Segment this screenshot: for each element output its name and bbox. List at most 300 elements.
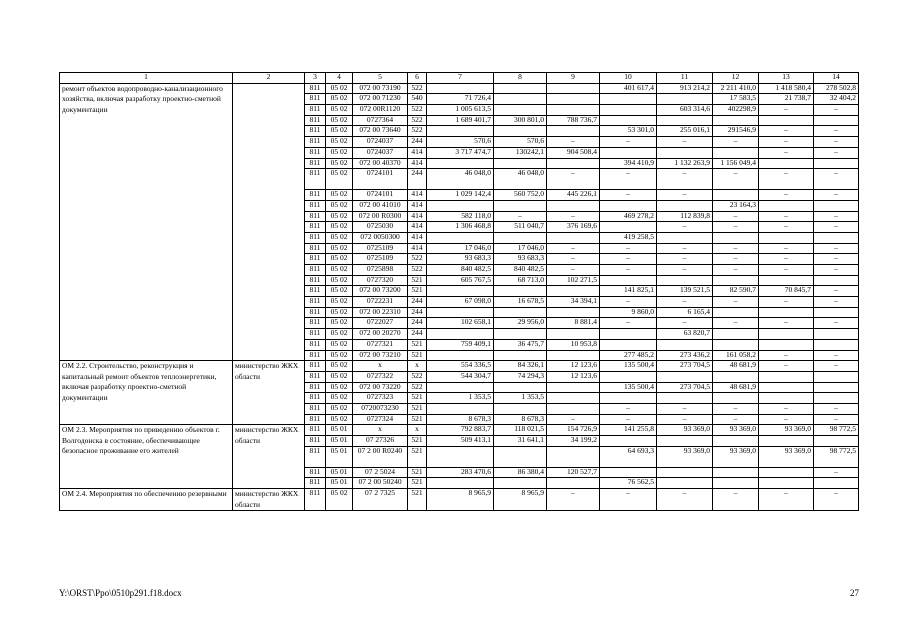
table-cell bbox=[759, 158, 814, 169]
table-cell: – bbox=[657, 489, 713, 511]
table-cell: 419 258,5 bbox=[600, 232, 657, 243]
table-cell: 811 bbox=[305, 105, 326, 116]
table-cell: 560 752,0 bbox=[494, 190, 547, 201]
table-cell bbox=[427, 478, 494, 489]
table-cell: 414 bbox=[408, 222, 427, 233]
table-cell bbox=[547, 446, 600, 467]
page-number: 27 bbox=[850, 588, 859, 598]
table-cell: – bbox=[814, 254, 859, 265]
column-number-13: 13 bbox=[759, 73, 814, 84]
table-cell bbox=[713, 393, 759, 404]
table-cell: 0727322 bbox=[353, 371, 408, 382]
measure-description: ОМ 2.4. Мероприятия по обеспечению резервными bbox=[60, 489, 233, 511]
table-cell: 6 165,4 bbox=[657, 307, 713, 318]
table-cell: 273 436,2 bbox=[657, 350, 713, 361]
table-cell: 48 681,9 bbox=[713, 382, 759, 393]
table-cell: 17 046,0 bbox=[494, 243, 547, 254]
table-cell bbox=[600, 200, 657, 211]
table-cell bbox=[759, 467, 814, 478]
table-cell: 244 bbox=[408, 307, 427, 318]
table-cell: 68 713,0 bbox=[494, 275, 547, 286]
table-cell: 05 02 bbox=[326, 361, 353, 372]
table-cell: 1 689 401,7 bbox=[427, 115, 494, 126]
table-cell bbox=[713, 478, 759, 489]
table-cell: 811 bbox=[305, 318, 326, 329]
table-cell: 05 02 bbox=[326, 254, 353, 265]
table-cell bbox=[494, 446, 547, 467]
table-cell: 278 502,8 bbox=[814, 83, 859, 94]
table-cell bbox=[600, 147, 657, 158]
table-cell: 811 bbox=[305, 339, 326, 350]
table-cell: 072 00 73640 bbox=[353, 126, 408, 137]
header-row bbox=[60, 73, 859, 84]
table-cell: 8 678,3 bbox=[427, 414, 494, 425]
table-cell: 414 bbox=[408, 190, 427, 201]
table-cell: 414 bbox=[408, 243, 427, 254]
table-cell: 1 005 613,5 bbox=[427, 105, 494, 116]
table-cell: 05 02 bbox=[326, 286, 353, 297]
measure-description: ОМ 2.2. Строительство, реконструкция и капитальный ремонт объектов теплоэнергетики, включая разработку проектно-сметной документации bbox=[60, 361, 233, 425]
table-cell: 522 bbox=[408, 126, 427, 137]
table-cell bbox=[427, 350, 494, 361]
table-cell: 072 00 22310 bbox=[353, 307, 408, 318]
table-cell bbox=[427, 286, 494, 297]
table-cell: 811 bbox=[305, 200, 326, 211]
table-cell bbox=[657, 339, 713, 350]
table-cell: x bbox=[353, 361, 408, 372]
table-cell: 05 02 bbox=[326, 489, 353, 511]
table-cell: 36 475,7 bbox=[494, 339, 547, 350]
table-cell: 811 bbox=[305, 147, 326, 158]
table-cell: – bbox=[759, 318, 814, 329]
table-cell: 414 bbox=[408, 232, 427, 243]
table-cell bbox=[547, 126, 600, 137]
table-cell: 05 01 bbox=[326, 478, 353, 489]
table-cell bbox=[494, 382, 547, 393]
table-cell: 118 021,5 bbox=[494, 425, 547, 436]
table-cell bbox=[657, 115, 713, 126]
table-cell bbox=[600, 275, 657, 286]
table-cell bbox=[494, 83, 547, 94]
column-number-7: 7 bbox=[427, 73, 494, 84]
table-cell: 811 bbox=[305, 350, 326, 361]
table-cell: – bbox=[713, 489, 759, 511]
table-cell: 521 bbox=[408, 436, 427, 447]
table-cell: – bbox=[814, 361, 859, 372]
table-cell: 161 058,2 bbox=[713, 350, 759, 361]
table-cell bbox=[713, 339, 759, 350]
table-cell: 05 02 bbox=[326, 169, 353, 190]
table-cell: – bbox=[759, 403, 814, 414]
table-cell: 05 02 bbox=[326, 318, 353, 329]
table-cell bbox=[494, 158, 547, 169]
table-cell: – bbox=[547, 137, 600, 148]
table-cell: 788 736,7 bbox=[547, 115, 600, 126]
table-cell: 521 bbox=[408, 478, 427, 489]
table-cell: 811 bbox=[305, 94, 326, 105]
table-cell bbox=[657, 275, 713, 286]
table-cell: 445 226,1 bbox=[547, 190, 600, 201]
table-cell: 17 046,0 bbox=[427, 243, 494, 254]
table-cell: 811 bbox=[305, 158, 326, 169]
table-cell: 913 214,2 bbox=[657, 83, 713, 94]
table-cell bbox=[759, 382, 814, 393]
table-cell: – bbox=[600, 265, 657, 276]
column-number-4: 4 bbox=[326, 73, 353, 84]
table-cell: – bbox=[494, 211, 547, 222]
table-cell: – bbox=[759, 254, 814, 265]
table-cell: 23 164,3 bbox=[713, 200, 759, 211]
table-cell: 71 726,4 bbox=[427, 94, 494, 105]
table-cell: 811 bbox=[305, 446, 326, 467]
table-cell: – bbox=[814, 414, 859, 425]
table-cell: – bbox=[713, 403, 759, 414]
table-cell: 05 02 bbox=[326, 200, 353, 211]
table-cell: – bbox=[713, 414, 759, 425]
column-number-6: 6 bbox=[408, 73, 427, 84]
table-cell: 283 470,6 bbox=[427, 467, 494, 478]
table-cell bbox=[494, 478, 547, 489]
table-cell: 0727323 bbox=[353, 393, 408, 404]
table-cell: – bbox=[657, 297, 713, 308]
table-cell: 811 bbox=[305, 478, 326, 489]
table-cell: 0724101 bbox=[353, 190, 408, 201]
table-cell: – bbox=[759, 297, 814, 308]
table-cell: 67 098,0 bbox=[427, 297, 494, 308]
table-cell bbox=[547, 393, 600, 404]
table-cell bbox=[600, 94, 657, 105]
table-cell: – bbox=[547, 265, 600, 276]
table-cell: 811 bbox=[305, 265, 326, 276]
table-cell bbox=[600, 467, 657, 478]
table-cell: 05 02 bbox=[326, 382, 353, 393]
table-cell: – bbox=[814, 243, 859, 254]
table-cell: 414 bbox=[408, 211, 427, 222]
table-cell: – bbox=[759, 169, 814, 190]
table-cell: – bbox=[600, 403, 657, 414]
table-cell: – bbox=[600, 169, 657, 190]
table-cell: 93 369,0 bbox=[759, 446, 814, 467]
table-cell: 70 845,7 bbox=[759, 286, 814, 297]
table-cell: – bbox=[759, 222, 814, 233]
table-cell: – bbox=[600, 414, 657, 425]
table-cell: 05 02 bbox=[326, 297, 353, 308]
table-cell: 522 bbox=[408, 115, 427, 126]
table-cell bbox=[713, 371, 759, 382]
table-cell: 34 199,2 bbox=[547, 436, 600, 447]
table-cell: 811 bbox=[305, 83, 326, 94]
table-cell: 811 bbox=[305, 361, 326, 372]
table-cell bbox=[713, 190, 759, 201]
table-cell: 141 825,1 bbox=[600, 286, 657, 297]
table-cell bbox=[814, 200, 859, 211]
table-cell: 154 726,9 bbox=[547, 425, 600, 436]
table-cell: 904 508,4 bbox=[547, 147, 600, 158]
table-cell: – bbox=[547, 489, 600, 511]
table-cell bbox=[427, 403, 494, 414]
table-cell bbox=[814, 478, 859, 489]
table-cell bbox=[759, 307, 814, 318]
table-cell: 1 156 049,4 bbox=[713, 158, 759, 169]
table-cell bbox=[713, 329, 759, 340]
table-cell bbox=[657, 436, 713, 447]
table-cell: – bbox=[600, 243, 657, 254]
table-cell: 32 404,2 bbox=[814, 94, 859, 105]
table-cell: – bbox=[814, 265, 859, 276]
table-cell: 0727324 bbox=[353, 414, 408, 425]
table-cell: – bbox=[759, 350, 814, 361]
table-cell: 840 482,5 bbox=[427, 265, 494, 276]
table-cell: 414 bbox=[408, 147, 427, 158]
table-cell: – bbox=[814, 105, 859, 116]
table-cell bbox=[657, 393, 713, 404]
table-cell: 05 02 bbox=[326, 243, 353, 254]
table-cell: 07 2 5024 bbox=[353, 467, 408, 478]
table-cell: x bbox=[408, 361, 427, 372]
table-cell: – bbox=[600, 254, 657, 265]
table-cell: – bbox=[657, 265, 713, 276]
executor: министерство ЖКХ области bbox=[233, 489, 305, 511]
table-cell: 273 704,5 bbox=[657, 361, 713, 372]
table-cell: 34 394,1 bbox=[547, 297, 600, 308]
table-cell: – bbox=[657, 403, 713, 414]
table-row bbox=[60, 361, 859, 372]
table-cell: 93 369,0 bbox=[713, 425, 759, 436]
table-cell: 811 bbox=[305, 393, 326, 404]
table-cell: 469 278,2 bbox=[600, 211, 657, 222]
table-cell: 84 326,1 bbox=[494, 361, 547, 372]
table-cell bbox=[547, 158, 600, 169]
table-cell: 05 01 bbox=[326, 446, 353, 467]
table-cell: 544 304,7 bbox=[427, 371, 494, 382]
table-cell: 811 bbox=[305, 286, 326, 297]
table-cell: 05 02 bbox=[326, 94, 353, 105]
table-cell bbox=[547, 83, 600, 94]
table-cell: 93 369,0 bbox=[759, 425, 814, 436]
table-cell bbox=[814, 158, 859, 169]
table-cell: – bbox=[547, 243, 600, 254]
table-cell bbox=[494, 403, 547, 414]
table-cell bbox=[427, 126, 494, 137]
table-cell: 0724037 bbox=[353, 137, 408, 148]
table-cell: 522 bbox=[408, 254, 427, 265]
table-cell: – bbox=[547, 254, 600, 265]
table-cell bbox=[814, 115, 859, 126]
table-cell bbox=[427, 83, 494, 94]
table-cell bbox=[600, 115, 657, 126]
table-cell bbox=[759, 393, 814, 404]
table-cell: 255 016,1 bbox=[657, 126, 713, 137]
table-cell: – bbox=[713, 222, 759, 233]
table-cell: 811 bbox=[305, 211, 326, 222]
table-cell: 811 bbox=[305, 297, 326, 308]
table-cell: 8 881,4 bbox=[547, 318, 600, 329]
table-cell bbox=[494, 232, 547, 243]
table-cell bbox=[814, 232, 859, 243]
table-cell: 63 820,7 bbox=[657, 329, 713, 340]
table-cell: 74 294,3 bbox=[494, 371, 547, 382]
table-cell bbox=[657, 232, 713, 243]
table-cell: 521 bbox=[408, 350, 427, 361]
column-number-11: 11 bbox=[657, 73, 713, 84]
table-cell: 135 500,4 bbox=[600, 382, 657, 393]
table-cell bbox=[427, 382, 494, 393]
table-cell bbox=[600, 105, 657, 116]
table-cell: 811 bbox=[305, 467, 326, 478]
table-cell bbox=[494, 307, 547, 318]
table-cell: 82 590,7 bbox=[713, 286, 759, 297]
table-cell: 10 953,8 bbox=[547, 339, 600, 350]
table-cell bbox=[814, 329, 859, 340]
table-cell bbox=[814, 436, 859, 447]
table-cell: 521 bbox=[408, 414, 427, 425]
table-cell: 402298,9 bbox=[713, 105, 759, 116]
table-cell: 570,6 bbox=[427, 137, 494, 148]
table-cell bbox=[713, 232, 759, 243]
table-cell: – bbox=[814, 190, 859, 201]
table-cell: – bbox=[814, 169, 859, 190]
table-cell bbox=[494, 286, 547, 297]
table-cell: – bbox=[657, 190, 713, 201]
table-cell: 21 738,7 bbox=[759, 94, 814, 105]
table-cell: 05 02 bbox=[326, 222, 353, 233]
table-cell: 130242,1 bbox=[494, 147, 547, 158]
table-cell: 522 bbox=[408, 105, 427, 116]
table-cell bbox=[759, 339, 814, 350]
table-cell: 05 02 bbox=[326, 307, 353, 318]
table-cell: 0725030 bbox=[353, 222, 408, 233]
table-cell: 05 02 bbox=[326, 147, 353, 158]
table-cell bbox=[713, 147, 759, 158]
table-cell: – bbox=[814, 403, 859, 414]
table-cell: – bbox=[600, 190, 657, 201]
table-cell: 582 118,0 bbox=[427, 211, 494, 222]
table-cell: 46 048,0 bbox=[494, 169, 547, 190]
table-cell: 93 683,3 bbox=[427, 254, 494, 265]
table-cell: 273 704,5 bbox=[657, 382, 713, 393]
table-cell: 521 bbox=[408, 275, 427, 286]
table-cell: 072 00 20270 bbox=[353, 329, 408, 340]
table-cell: – bbox=[657, 137, 713, 148]
table-cell: 2 211 410,0 bbox=[713, 83, 759, 94]
table-cell: – bbox=[600, 137, 657, 148]
table-cell: – bbox=[814, 211, 859, 222]
table-cell: 811 bbox=[305, 190, 326, 201]
table-cell: 540 bbox=[408, 94, 427, 105]
table-cell: 0725109 bbox=[353, 243, 408, 254]
table-cell: – bbox=[814, 467, 859, 478]
table-cell bbox=[547, 350, 600, 361]
table-cell: 811 bbox=[305, 243, 326, 254]
table-cell: 840 482,5 bbox=[494, 265, 547, 276]
table-cell bbox=[814, 393, 859, 404]
table-cell: 0724101 bbox=[353, 169, 408, 190]
table-cell: 0727320 bbox=[353, 275, 408, 286]
table-cell bbox=[547, 403, 600, 414]
table-cell: 135 500,4 bbox=[600, 361, 657, 372]
table-cell: – bbox=[600, 297, 657, 308]
table-cell: 9 860,0 bbox=[600, 307, 657, 318]
table-cell: 05 02 bbox=[326, 83, 353, 94]
table-cell bbox=[547, 286, 600, 297]
table-cell bbox=[713, 436, 759, 447]
table-cell: 93 369,0 bbox=[713, 446, 759, 467]
table-cell: 521 bbox=[408, 339, 427, 350]
table-cell bbox=[657, 371, 713, 382]
table-cell: 31 641,1 bbox=[494, 436, 547, 447]
table-cell: – bbox=[713, 243, 759, 254]
table-cell: – bbox=[759, 211, 814, 222]
table-cell bbox=[814, 307, 859, 318]
table-cell: 792 883,7 bbox=[427, 425, 494, 436]
table-cell: – bbox=[814, 318, 859, 329]
table-cell: 05 02 bbox=[326, 105, 353, 116]
table-cell bbox=[657, 200, 713, 211]
table-cell: 521 bbox=[408, 446, 427, 467]
table-cell: – bbox=[657, 243, 713, 254]
table-cell: x bbox=[408, 425, 427, 436]
table-cell: – bbox=[759, 361, 814, 372]
table-cell: – bbox=[547, 211, 600, 222]
table-cell: 244 bbox=[408, 137, 427, 148]
table-cell: 244 bbox=[408, 329, 427, 340]
table-cell: 072 00 73210 bbox=[353, 350, 408, 361]
table-cell: 811 bbox=[305, 222, 326, 233]
table-cell: 277 485,2 bbox=[600, 350, 657, 361]
table-cell: – bbox=[759, 190, 814, 201]
table-cell: 93 369,0 bbox=[657, 446, 713, 467]
table-cell: 811 bbox=[305, 425, 326, 436]
table-cell: 1 132 263,9 bbox=[657, 158, 713, 169]
table-cell bbox=[600, 222, 657, 233]
table-cell bbox=[759, 200, 814, 211]
table-cell: 1 353,5 bbox=[427, 393, 494, 404]
table-cell: 07 2 00 R0240 bbox=[353, 446, 408, 467]
table-cell: 05 02 bbox=[326, 158, 353, 169]
table-cell: 05 02 bbox=[326, 393, 353, 404]
table-cell: – bbox=[759, 489, 814, 511]
table-cell: – bbox=[713, 211, 759, 222]
table-cell: 48 681,9 bbox=[713, 361, 759, 372]
column-number-2: 2 bbox=[233, 73, 305, 84]
table-cell: 603 314,6 bbox=[657, 105, 713, 116]
table-cell: 05 01 bbox=[326, 467, 353, 478]
table-cell: 811 bbox=[305, 489, 326, 511]
table-cell: 1 353,5 bbox=[494, 393, 547, 404]
table-cell bbox=[427, 200, 494, 211]
table-cell: 1 306 468,8 bbox=[427, 222, 494, 233]
table-cell: 521 bbox=[408, 467, 427, 478]
table-cell: 811 bbox=[305, 275, 326, 286]
table-cell: 05 02 bbox=[326, 329, 353, 340]
table-cell: 521 bbox=[408, 286, 427, 297]
table-cell: 0727321 bbox=[353, 339, 408, 350]
table-cell bbox=[759, 371, 814, 382]
table-cell: 522 bbox=[408, 83, 427, 94]
table-cell: 811 bbox=[305, 232, 326, 243]
table-cell: – bbox=[713, 254, 759, 265]
table-cell bbox=[494, 200, 547, 211]
table-cell bbox=[494, 329, 547, 340]
table-cell bbox=[547, 329, 600, 340]
table-cell bbox=[713, 275, 759, 286]
table-cell: 244 bbox=[408, 318, 427, 329]
table-cell: 554 336,5 bbox=[427, 361, 494, 372]
table-cell: 244 bbox=[408, 169, 427, 190]
table-cell: 394 410,9 bbox=[600, 158, 657, 169]
executor: министерство ЖКХ области bbox=[233, 425, 305, 489]
measure-description: ремонт объектов водопроводно-канализационного хозяйства, включая разработку проектно-сметной документации bbox=[60, 83, 233, 361]
